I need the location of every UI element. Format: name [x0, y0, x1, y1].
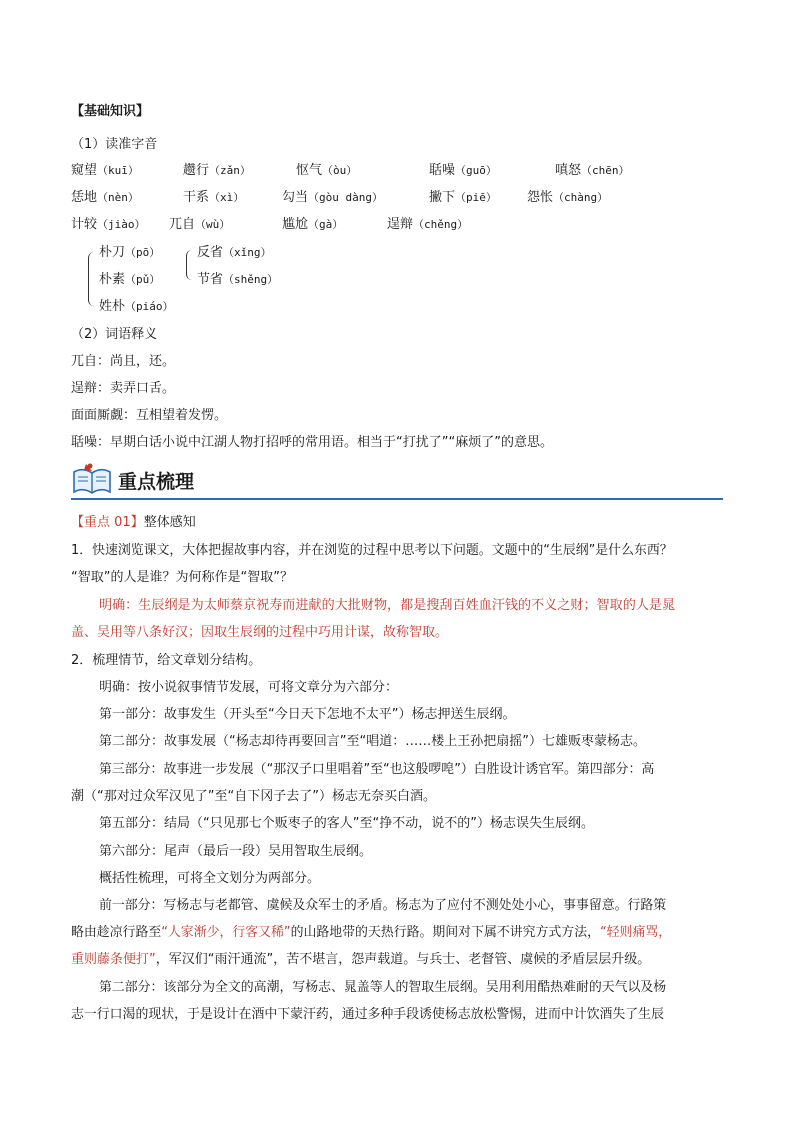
definition: 面面厮觑：互相望着发愣。: [71, 408, 228, 423]
point-heading: 【重点 01】整体感知: [71, 515, 196, 530]
vocab-item: 朴刀（pō）: [99, 245, 161, 260]
vocab-item: 反省（xǐng）: [197, 245, 272, 260]
part-1: 第一部分：故事发生（开头至“今日天下怎地不太平”）杨志押送生辰纲。: [99, 707, 516, 722]
vocab-item: 兀自（wù）: [169, 217, 231, 232]
front-part-line-1: 前一部分：写杨志与老都管、虞候及众军士的矛盾。杨志为了应付不测处处小心，事事留意。行路策: [99, 898, 667, 913]
summary: 概括性梳理，可将全文划分为两部分。: [99, 871, 321, 886]
answer-1-line-1: 明确：生辰纲是为太师蔡京祝寿而进献的大批财物，都是搜刮百姓血汗钱的不义之财；智取的人是晁: [99, 598, 676, 613]
question-1-line-1: 1．快速浏览课文，大体把握故事内容，并在浏览的过程中思考以下问题。文题中的“生辰纲”是什么东西？: [71, 543, 673, 558]
answer-2-intro: 明确：按小说叙事情节发展，可将文章分为六部分：: [99, 680, 399, 695]
question-2: 2．梳理情节，给文章划分结构。: [71, 653, 262, 668]
definition: 聒噪：早期白话小说中江湖人物打招呼的常用语。相当于“打扰了”“麻烦了”的意思。: [71, 435, 553, 450]
part-3-line-2: 潮（“那对过众军汉见了”至“自下冈子去了”）杨志无奈买白酒。: [71, 789, 436, 804]
part-6: 第六部分：尾声（最后一段）吴用智取生辰纲。: [99, 844, 373, 859]
section-title: 重点梳理: [118, 471, 195, 493]
read-heading: （1）读准字音: [71, 137, 158, 152]
basic-heading: 【基础知识】: [71, 104, 150, 119]
part-3-line-1: 第三部分：故事进一步发展（“那汉子口里唱着”至“也这般啰唣”）白胜设计诱官军。第四部分：高: [99, 762, 655, 777]
vocab-item: 干系（xì）: [183, 190, 245, 205]
back-part-line-1: 第二部分：该部分为全文的高潮，写杨志、晁盖等人的智取生辰纲。吴用利用酷热难耐的天气以及杨: [99, 980, 667, 995]
vocab-item: 尴尬（gà）: [282, 217, 344, 232]
vocab-item: 嗔怒（chēn）: [555, 163, 630, 178]
vocab-item: 勾当（gòu dàng）: [282, 190, 383, 205]
front-part-line-3: 重则藤条便打”，军汉们“雨汗通流”，苦不堪言，怨声载道。与兵士、老督管、虞候的矛盾层层升级。: [71, 952, 651, 967]
vocab-item: 朴素（pǔ）: [99, 272, 161, 287]
question-1-line-2: “智取”的人是谁？为何称作是“智取”？: [71, 570, 293, 585]
answer-1-line-2: 盖、吴用等八条好汉；因取生辰纲的过程中巧用计谋，故称智取。: [71, 625, 449, 640]
back-part-line-2: 志一行口渴的现状，于是设计在酒中下蒙汗药，通过多种手段诱使杨志放松警惕，进而中计饮酒失了生辰: [71, 1007, 664, 1022]
vocab-item: 恁地（nèn）: [71, 190, 139, 205]
vocab-item: 怄气（òu）: [296, 163, 358, 178]
vocab-item: 趱行（zǎn）: [183, 163, 251, 178]
vocab-item: 姓朴（piáo）: [99, 299, 174, 314]
part-5: 第五部分：结局（“只见那七个贩枣子的客人”至“挣不动，说不的”）杨志误失生辰纲。: [99, 816, 594, 831]
definition: 兀自：尚且，还。: [71, 354, 176, 369]
definition: 逞辩：卖弄口舌。: [71, 381, 176, 396]
vocab-item: 撇下（piē）: [429, 190, 497, 205]
vocab-item: 窥望（kuī）: [71, 163, 139, 178]
words-heading: （2）词语释义: [71, 327, 158, 342]
vocab-item: 计较（jiào）: [71, 217, 146, 232]
section-divider: [71, 498, 723, 500]
vocab-item: 聒噪（guō）: [429, 163, 497, 178]
vocab-item: 怨怅（chàng）: [527, 190, 609, 205]
open-book-icon: [71, 462, 113, 498]
brace-pu: [88, 252, 97, 306]
vocab-item: 逞辩（chěng）: [387, 217, 469, 232]
brace-sheng: [186, 250, 194, 280]
part-2: 第二部分：故事发展（“杨志却待再要回言”至“唱道：……楼上王孙把扇摇”）七雄贩枣蒙杨志。: [99, 734, 646, 749]
front-part-line-2: 略由趁凉行路至“人家渐少，行客又稀”的山路地带的天热行路。期间对下属不讲究方式方法，“轻则痛骂，: [71, 925, 672, 940]
vocab-item: 节省（shěng）: [197, 272, 279, 287]
